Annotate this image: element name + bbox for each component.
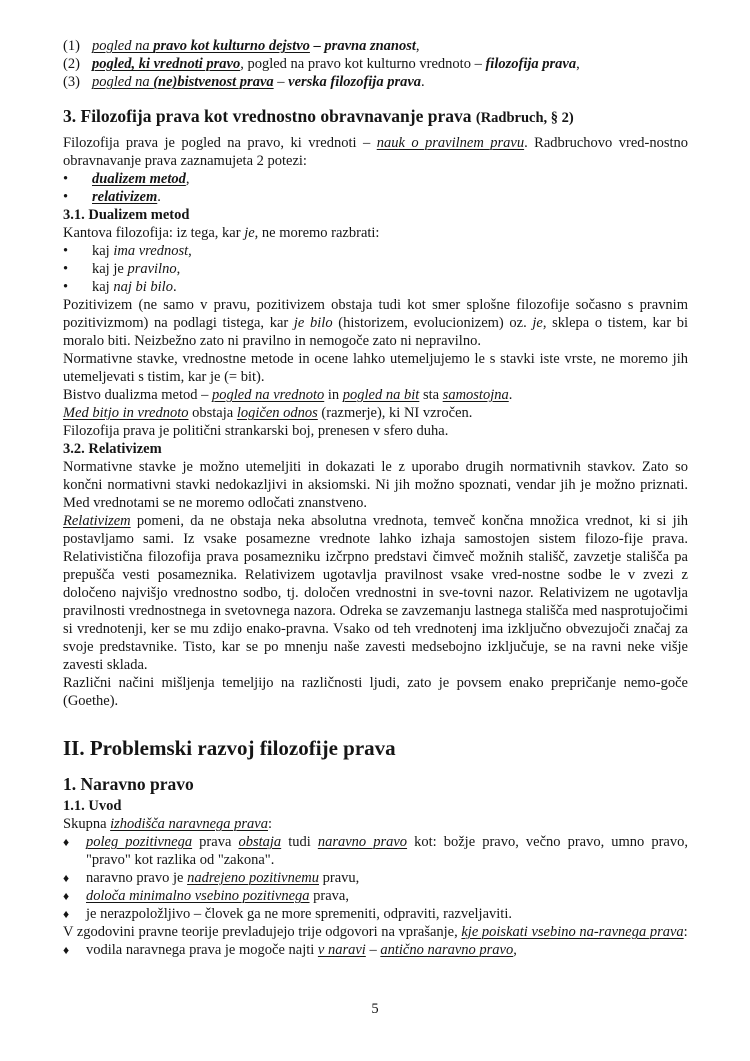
text-run: dualizem metod <box>92 171 186 187</box>
text-run: nadrejeno pozitivnemu <box>187 870 320 886</box>
text-run: , <box>176 261 181 277</box>
text-run: vodila naravnega prava je mogoče najti <box>86 942 318 958</box>
list-number: (3) <box>63 74 80 90</box>
text-run: filozofija prava <box>485 56 577 72</box>
text-run: sta <box>419 387 443 403</box>
list-number: (2) <box>63 56 80 72</box>
text-run: Bistvo dualizma metod – <box>63 387 213 403</box>
text-run: . Radbruchovo vred-nostno obravnavanje prava zaznamujeta 2 potezi: <box>63 135 689 169</box>
text-run: 3.2. Relativizem <box>63 441 162 457</box>
bullet-list-item <box>63 260 688 278</box>
text-run: določa minimalno vsebino pozitivnega <box>86 888 310 904</box>
text-run: II. Problemski razvoj filozofije prava <box>63 736 396 760</box>
text-run: , ne moremo razbrati: <box>254 225 380 241</box>
text-run: – <box>273 74 289 90</box>
bullet-list-item <box>63 170 688 188</box>
diamond-bullet-icon: ♦ <box>63 889 70 903</box>
text-run: Filozofija prava je politični strankarski boj, prenesen v sfero duha. <box>63 423 449 439</box>
text-run: . <box>508 387 513 403</box>
text-run: (razmerje), ki NI vzročen. <box>317 405 473 421</box>
text-run: , <box>188 243 192 259</box>
diamond-list-item <box>63 905 688 923</box>
paragraph <box>63 674 688 710</box>
paragraph <box>63 296 688 350</box>
text-run: Normativne stavke je možno utemeljiti in dokazati le z uporabo drugih normativnih stavkov. Zato so končni normativni stavki nedokazljivi in aksiomski. Ni jih možno spoznati, vendar jih je možno priznati. Med vrednotami se ne moremo odločati znanstveno. <box>63 459 688 511</box>
text-run: Pozitivizem (ne samo v pravu, pozitivizem obstaja tudi kot smer splošne filozofije sočasno s pravnim pozitivizmom) na podlagi tistega, kar <box>63 297 688 331</box>
diamond-bullet-icon: ♦ <box>63 835 70 849</box>
text-run: tudi <box>281 834 318 850</box>
text-run: pravu, <box>319 870 360 886</box>
text-run: prava <box>192 834 239 850</box>
numbered-list-item <box>63 37 688 55</box>
bullet-icon: • <box>63 243 69 259</box>
text-run: Relativizem <box>63 513 131 529</box>
bullet-icon: • <box>63 189 69 205</box>
text-run: Normativne stavke, vrednostne metode in ocene lahko utemeljujemo le s stavki iste vrste, ne moremo jih utemeljevati s tistim, kar je (= bit). <box>63 351 688 385</box>
diamond-bullet-icon: ♦ <box>63 943 70 957</box>
text-run: je <box>244 225 255 241</box>
text-run: – <box>365 942 381 958</box>
text-run: nauk o pravilnem pravu <box>376 135 525 151</box>
text-run: pogled na bit <box>342 387 420 403</box>
text-run: pogled na <box>92 38 154 54</box>
text-run: pravilno <box>127 261 177 277</box>
diamond-bullet-icon: ♦ <box>63 871 70 885</box>
text-run: pomeni, da ne obstaja neka absolutna vrednota, temveč končna množica vrednot, ki si jih postavljamo sami. Iz vsake posamezne vrednote lahko izhaja samostojen sistem filozo-fije prava. Relativistična filozofija prava posamezniku izčrpno predstavi čimveč možnih stališč, zavzetje stališča pa prepušča vesti posameznika. Relativizem ugotavlja pravilnost vsake vred-nostne sodbe le v zvezi z določeno najvišjo vrednostno sodbo, tj. določen vrednostni in sve-tovni nazor. Relativizem ne ugotavlja pravilnosti vrednostnega in svetovnega nazora. Odreka se zavzemanju lastnega stališča med nasprotujočimi si vrednotenji, ker se mu zdijo enako-pravna. Vsako od teh vrednotenj ima izključno obvezujoči značaj za svoje predstavnike. Tisto, kar se po mnenju naše zavesti medsebojno izključuje, se na ravni neke višje zavesti sklada. <box>63 513 688 673</box>
text-run: ima vrednost <box>113 243 189 259</box>
text-run: je <box>532 315 543 331</box>
text-run: kaj <box>92 243 114 259</box>
paragraph <box>63 815 688 833</box>
paragraph <box>63 224 688 242</box>
paragraph <box>63 422 688 440</box>
paragraph <box>63 404 688 422</box>
text-run: . <box>172 279 177 295</box>
text-run: : <box>683 924 688 940</box>
text-run: kot: božje pravo, večno pravo, umno pravo, "pravo" kot razlika od "zakona". <box>86 834 688 868</box>
text-run: , pogled na pravo kot kulturno vrednoto – <box>240 56 486 72</box>
text-run: je bilo <box>293 315 333 331</box>
text-run: – <box>309 38 325 54</box>
text-run: Kantova filozofija: iz tega, kar <box>63 225 245 241</box>
text-run: , sklepa o tistem, kar bi moralo biti. Neizbežno zato ni pravilno in nemogoče zato ni nepravilno. <box>63 315 688 349</box>
bullet-list-item <box>63 278 688 296</box>
text-run: pogled, ki vrednoti pravo <box>92 56 241 72</box>
text-run: 1.1. Uvod <box>63 798 122 814</box>
text-run: V zgodovini pravne teorije prevladujejo trije odgovori na vprašanje, <box>63 924 462 940</box>
text-run: naravno pravo <box>317 834 408 850</box>
document-body <box>63 37 688 959</box>
paragraph <box>63 386 688 404</box>
text-run: naj bi bilo <box>113 279 173 295</box>
text-run: (Radbruch, § 2) <box>475 110 574 126</box>
bullet-icon: • <box>63 171 69 187</box>
text-run: Različni načini mišljenja temeljijo na različnosti ljudi, zato je povsem enako prepričanje nemo-goče (Goethe). <box>63 675 688 709</box>
paragraph <box>63 923 688 941</box>
text-run: antično naravno pravo <box>380 942 514 958</box>
text-run: relativizem <box>92 189 158 205</box>
text-run: prava, <box>309 888 349 904</box>
text-run: samostojna <box>442 387 509 403</box>
text-run: . <box>421 74 425 90</box>
text-run: : <box>268 816 273 832</box>
text-run: (ne)bistvenost prava <box>153 74 274 90</box>
text-run: 3. Filozofija prava kot vrednostno obravnavanje prava <box>63 106 476 126</box>
section-heading-level2 <box>63 105 688 129</box>
section-heading-level3 <box>63 773 688 795</box>
diamond-list-item <box>63 869 688 887</box>
paragraph <box>63 134 688 170</box>
text-run: kaj <box>92 279 114 295</box>
text-run: Skupna <box>63 816 111 832</box>
text-run: pravna znanost <box>324 38 416 54</box>
text-run: pravo kot kulturno dejstvo <box>153 38 310 54</box>
text-run: , <box>513 942 517 958</box>
bullet-icon: • <box>63 261 69 277</box>
text-run: obstaja <box>188 405 237 421</box>
text-run: pogled na <box>92 74 154 90</box>
bullet-list-item <box>63 242 688 260</box>
paragraph <box>63 458 688 512</box>
section-heading-level1 <box>63 735 688 761</box>
text-run: izhodišča naravnega prava <box>110 816 268 832</box>
subsection-heading <box>63 206 688 224</box>
text-run: naravno pravo je <box>86 870 188 886</box>
text-run: . <box>157 189 161 205</box>
numbered-list-item <box>63 55 688 73</box>
text-run: (historizem, evolucionizem) oz. <box>332 315 533 331</box>
diamond-list-item <box>63 833 688 869</box>
text-run: poleg pozitivnega <box>86 834 193 850</box>
list-number: (1) <box>63 38 80 54</box>
bullet-list-item <box>63 188 688 206</box>
text-run: kje poiskati vsebino na-ravnega prava <box>461 924 684 940</box>
text-run: obstaja <box>238 834 282 850</box>
text-run: , <box>576 56 580 72</box>
text-run: logičen odnos <box>236 405 318 421</box>
paragraph <box>63 350 688 386</box>
paragraph <box>63 512 688 674</box>
text-run: , <box>185 171 190 187</box>
diamond-list-item <box>63 941 688 959</box>
text-run: pogled na vrednoto <box>212 387 325 403</box>
numbered-list-item <box>63 73 688 91</box>
page-number: 5 <box>371 1001 379 1017</box>
text-run: kaj je <box>92 261 128 277</box>
subsection-heading <box>63 797 688 815</box>
subsection-heading <box>63 440 688 458</box>
bullet-icon: • <box>63 279 69 295</box>
text-run: 1. Naravno pravo <box>63 774 194 794</box>
text-run: , <box>415 38 420 54</box>
text-run: 3.1. Dualizem metod <box>63 207 190 223</box>
text-run: je nerazpoložljivo – človek ga ne more spremeniti, odpraviti, razveljaviti. <box>86 906 512 922</box>
text-run: Filozofija prava je pogled na pravo, ki vrednoti – <box>63 135 377 151</box>
text-run: in <box>324 387 343 403</box>
text-run: Med bitjo in vrednoto <box>63 405 189 421</box>
text-run: v naravi <box>317 942 366 958</box>
diamond-list-item <box>63 887 688 905</box>
text-run: verska filozofija prava <box>288 74 422 90</box>
diamond-bullet-icon: ♦ <box>63 907 70 921</box>
